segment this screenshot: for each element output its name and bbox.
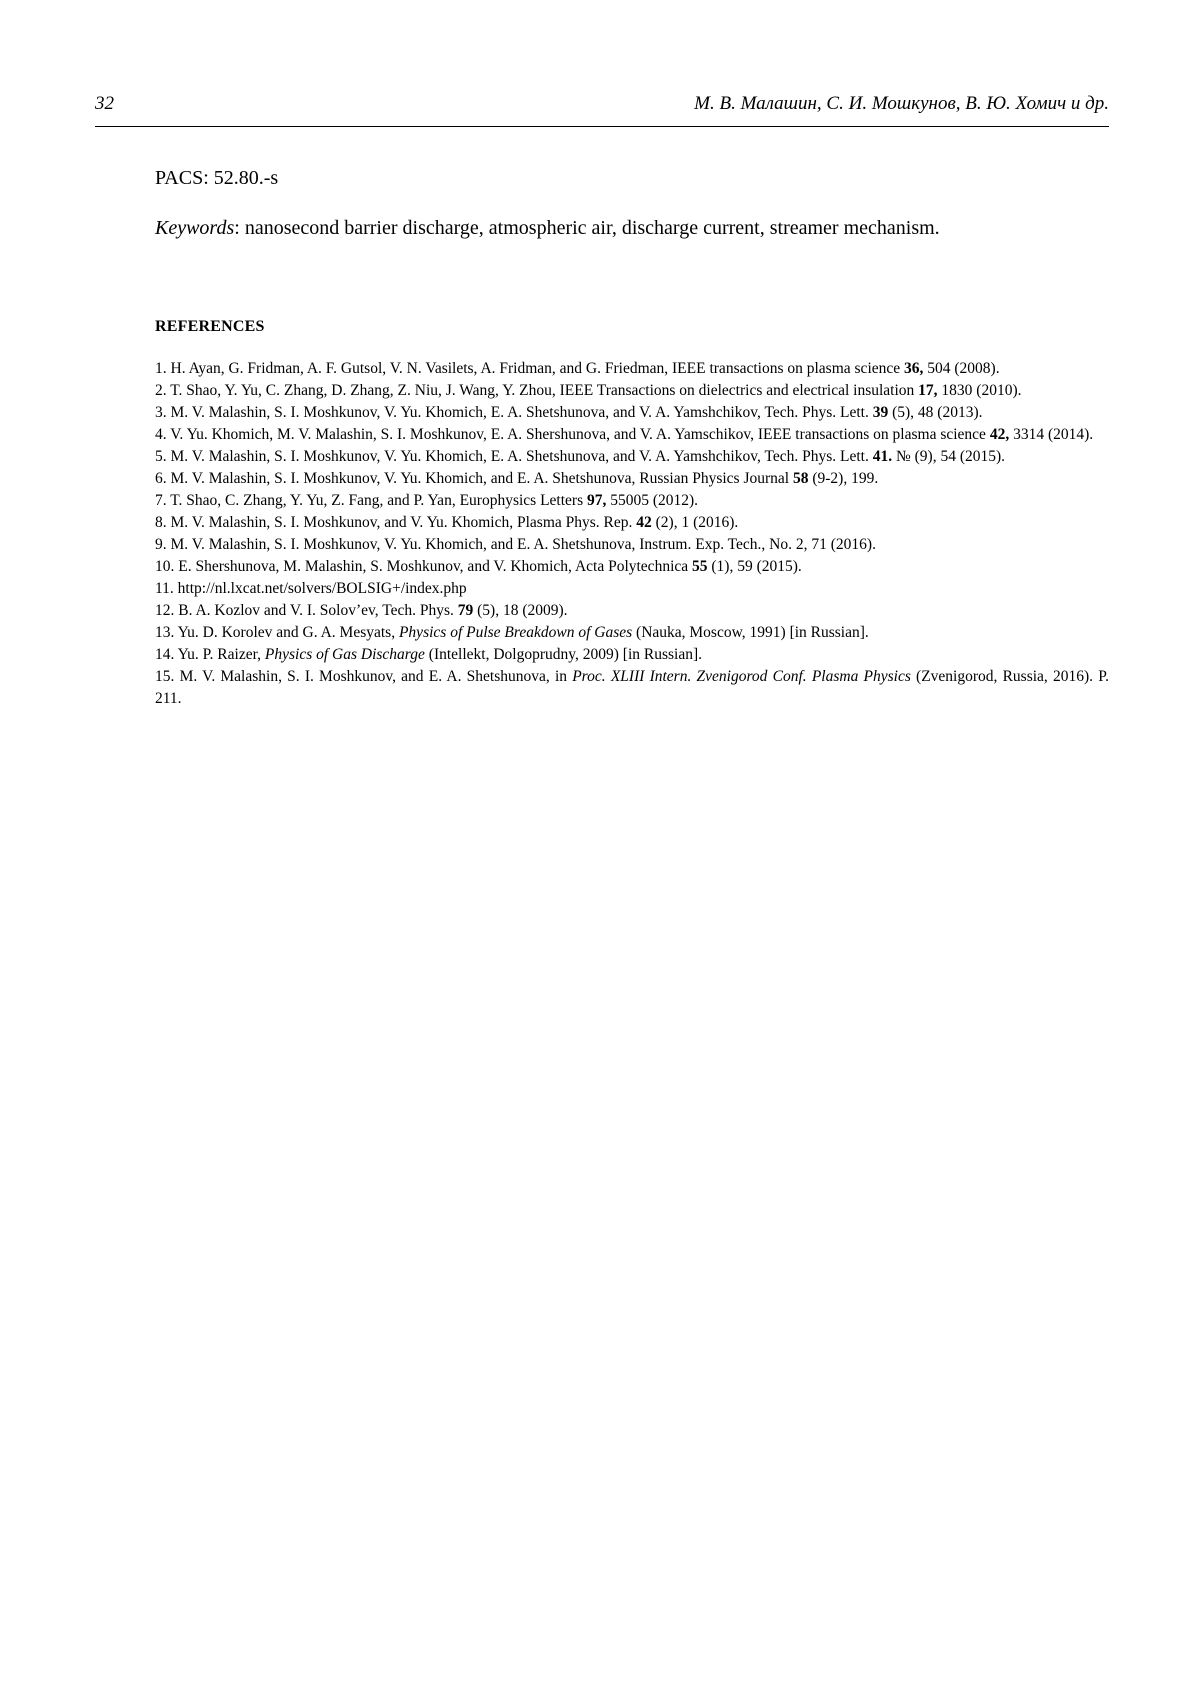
- reference-post-text: (5), 18 (2009).: [473, 602, 568, 619]
- reference-item: [155, 556, 1109, 578]
- reference-pre-text: 6. M. V. Malashin, S. I. Moshkunov, V. Yu. Khomich, and E. A. Shetshunova, Russian Physics Journal: [155, 470, 793, 487]
- reference-bold-text: 17,: [918, 382, 938, 399]
- reference-pre-text: 5. M. V. Malashin, S. I. Moshkunov, V. Yu. Khomich, E. A. Shetshunova, and V. A. Yamshchikov, Tech. Phys. Lett.: [155, 448, 873, 465]
- reference-post-text: № (9), 54 (2015).: [892, 448, 1006, 465]
- reference-italic-text: Physics of Pulse Breakdown of Gases: [398, 624, 633, 641]
- reference-bold-text: 55: [692, 558, 708, 575]
- reference-pre-text: 4. V. Yu. Khomich, M. V. Malashin, S. I. Moshkunov, E. A. Shershunova, and V. A. Yamschikov, IEEE transactions on plasma science: [155, 426, 990, 443]
- reference-post-text: (Nauka, Moscow, 1991) [in Russian].: [632, 624, 869, 641]
- reference-post-text: (5), 48 (2013).: [888, 404, 983, 421]
- reference-item: [155, 380, 1109, 402]
- reference-pre-text: 14. Yu. P. Raizer,: [155, 646, 265, 663]
- reference-pre-text: 13. Yu. D. Korolev and G. A. Mesyats,: [155, 624, 399, 641]
- reference-bold-text: 58: [792, 470, 809, 487]
- running-header-authors: М. В. Малашин, С. И. Мошкунов, В. Ю. Хомич и др.: [694, 93, 1109, 114]
- reference-post-text: 3314 (2014).: [1009, 426, 1094, 443]
- reference-pre-text: 12. B. A. Kozlov and V. I. Solov’ev, Tech. Phys.: [155, 602, 458, 619]
- reference-pre-text: 9. M. V. Malashin, S. I. Moshkunov, V. Yu. Khomich, and E. A. Shetshunova, Instrum. Exp. Tech., No. 2, 71 (2016).: [155, 536, 876, 553]
- reference-post-text: 1830 (2010).: [937, 382, 1022, 399]
- keywords-label: Keywords: [155, 217, 235, 239]
- references-list: [155, 358, 1109, 710]
- reference-pre-text: 15. M. V. Malashin, S. I. Moshkunov, and E. A. Shetshunova, in: [155, 668, 573, 685]
- reference-item: [155, 446, 1109, 468]
- reference-pre-text: 8. M. V. Malashin, S. I. Moshkunov, and V. Yu. Khomich, Plasma Phys. Rep.: [155, 514, 637, 531]
- reference-pre-text: 10. E. Shershunova, M. Malashin, S. Moshkunov, and V. Khomich, Acta Polytechnica: [155, 558, 693, 575]
- references-heading: REFERENCES: [155, 318, 265, 335]
- reference-item: [155, 468, 1109, 490]
- reference-item: [155, 402, 1109, 424]
- keywords-text: : nanosecond barrier discharge, atmospheric air, discharge current, streamer mechanism.: [234, 217, 940, 239]
- reference-pre-text: 2. T. Shao, Y. Yu, C. Zhang, D. Zhang, Z. Niu, J. Wang, Y. Zhou, IEEE Transactions on dielectrics and electrical insulation: [155, 382, 919, 399]
- pacs-code: PACS: 52.80.-s: [155, 167, 279, 189]
- reference-bold-text: 42,: [989, 426, 1010, 443]
- reference-italic-text: Physics of Gas Discharge: [264, 646, 425, 663]
- running-header: [95, 92, 1109, 122]
- reference-pre-text: 3. M. V. Malashin, S. I. Moshkunov, V. Yu. Khomich, E. A. Shetshunova, and V. A. Yamshchikov, Tech. Phys. Lett.: [155, 404, 873, 421]
- keywords-line: [155, 216, 940, 240]
- reference-item: [155, 666, 1109, 710]
- reference-post-text: (Zvenigorod, Russia, 2016). P. 211.: [155, 668, 1109, 707]
- reference-item: [155, 490, 1109, 512]
- reference-pre-text: 11. http://nl.lxcat.net/solvers/BOLSIG+/index.php: [155, 580, 467, 597]
- page-number: 32: [95, 93, 114, 114]
- reference-item: [155, 644, 1109, 666]
- reference-post-text: 504 (2008).: [923, 360, 1000, 377]
- reference-bold-text: 79: [457, 602, 474, 619]
- reference-pre-text: 7. T. Shao, C. Zhang, Y. Yu, Z. Fang, and P. Yan, Europhysics Letters: [155, 492, 587, 509]
- reference-item: [155, 534, 1109, 556]
- reference-post-text: (Intellekt, Dolgoprudny, 2009) [in Russian].: [424, 646, 702, 663]
- reference-item: [155, 424, 1109, 446]
- reference-post-text: (9-2), 199.: [808, 470, 879, 487]
- header-rule: [95, 126, 1109, 127]
- reference-item: [155, 512, 1109, 534]
- reference-bold-text: 41.: [872, 448, 893, 465]
- reference-item: [155, 578, 1109, 600]
- reference-bold-text: 42: [636, 514, 652, 531]
- reference-item: [155, 358, 1109, 380]
- reference-bold-text: 97,: [586, 492, 607, 509]
- reference-item: [155, 600, 1109, 622]
- reference-italic-text: Proc. XLIII Intern. Zvenigorod Conf. Plasma Physics: [572, 668, 911, 685]
- reference-item: [155, 622, 1109, 644]
- reference-bold-text: 36,: [904, 360, 924, 377]
- reference-pre-text: 1. H. Ayan, G. Fridman, A. F. Gutsol, V. N. Vasilets, A. Fridman, and G. Friedman, IEEE transactions on plasma science: [155, 360, 905, 377]
- reference-bold-text: 39: [872, 404, 889, 421]
- reference-post-text: (1), 59 (2015).: [707, 558, 802, 575]
- reference-post-text: (2), 1 (2016).: [651, 514, 739, 531]
- reference-post-text: 55005 (2012).: [606, 492, 699, 509]
